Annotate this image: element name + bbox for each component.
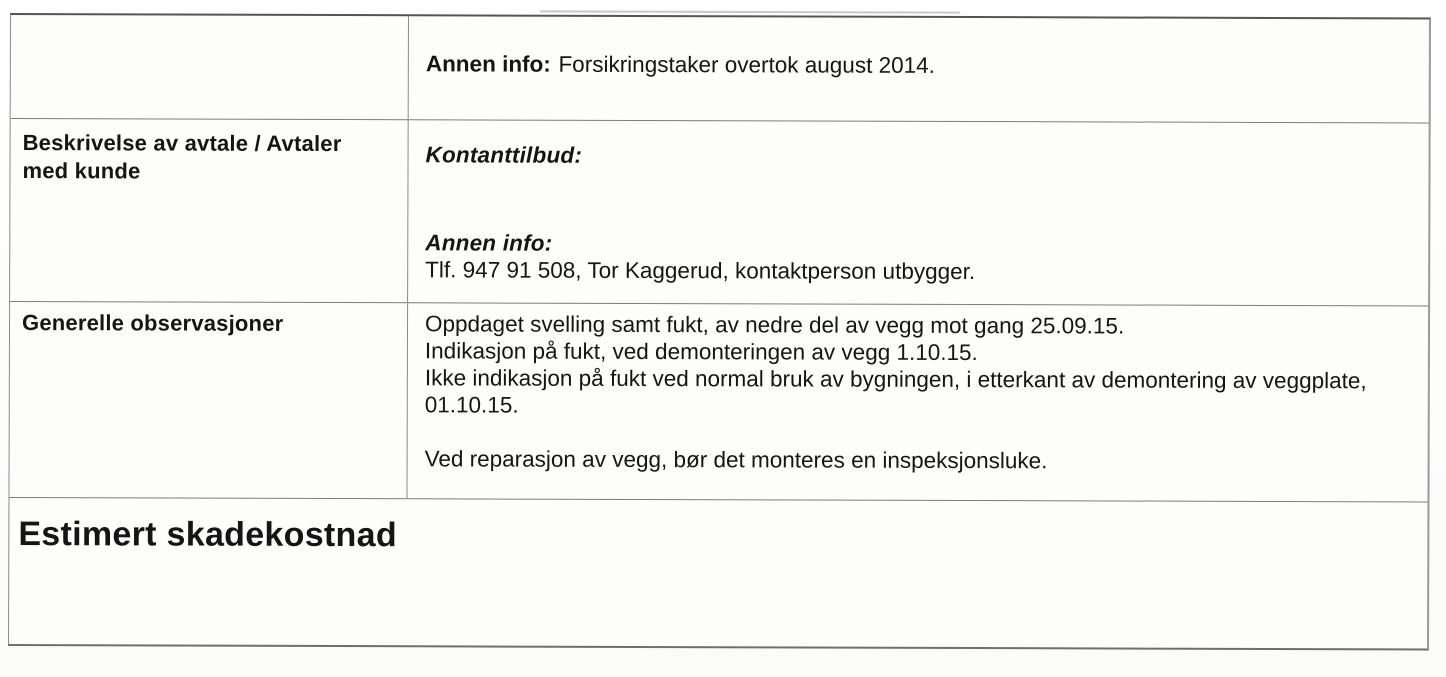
- observation-line: Ikke indikasjon på fukt ved normal bruk av bygningen, i etterkant av demontering av veggplate, 01.10.15.: [424, 365, 1367, 418]
- section-heading-estimert-skadekostnad: Estimert skadekostnad: [18, 515, 397, 555]
- annen-info-value: Forsikringstaker overtok august 2014.: [558, 51, 935, 78]
- observation-line: Oppdaget svelling samt fukt, av nedre del av vegg mot gang 25.09.15.: [424, 311, 1125, 339]
- annen-info-label: Annen info:: [425, 51, 551, 77]
- observation-line: Indikasjon på fukt, ved demonteringen av vegg 1.10.15.: [424, 338, 978, 366]
- row-label: Beskrivelse av avtale / Avtaler med kunde: [22, 130, 342, 184]
- cell-observasjoner-content: [407, 303, 1428, 501]
- kontanttilbud-label: Kontanttilbud:: [425, 142, 583, 168]
- annen-info-block: [425, 229, 1416, 286]
- observation-line: Ved reparasjon av vegg, bør det monteres en inspeksjonsluke.: [424, 446, 1048, 474]
- scan-artifact: [540, 10, 960, 13]
- table-row-beskrivelse-avtale: [10, 119, 1429, 306]
- cell-avtale-content: [408, 120, 1429, 305]
- annen-info-value: Tlf. 947 91 508, Tor Kaggerud, kontaktperson utbygger.: [425, 257, 976, 285]
- cell-label-observasjoner: [9, 302, 408, 498]
- annen-info-label: Annen info:: [425, 230, 553, 256]
- table-row-annen-info: [11, 15, 1429, 123]
- row-label: Generelle observasjoner: [21, 310, 284, 336]
- annen-info-line: [426, 50, 1417, 80]
- document-table: [8, 13, 1431, 650]
- cell-label-beskrivelse: [10, 119, 409, 302]
- cell-empty-label: [11, 15, 409, 119]
- cell-annen-info: [409, 16, 1429, 122]
- observation-line-blank: [425, 418, 1416, 448]
- table-row-estimert-skadekostnad: [9, 498, 1427, 648]
- table-row-generelle-observasjoner: [9, 302, 1428, 502]
